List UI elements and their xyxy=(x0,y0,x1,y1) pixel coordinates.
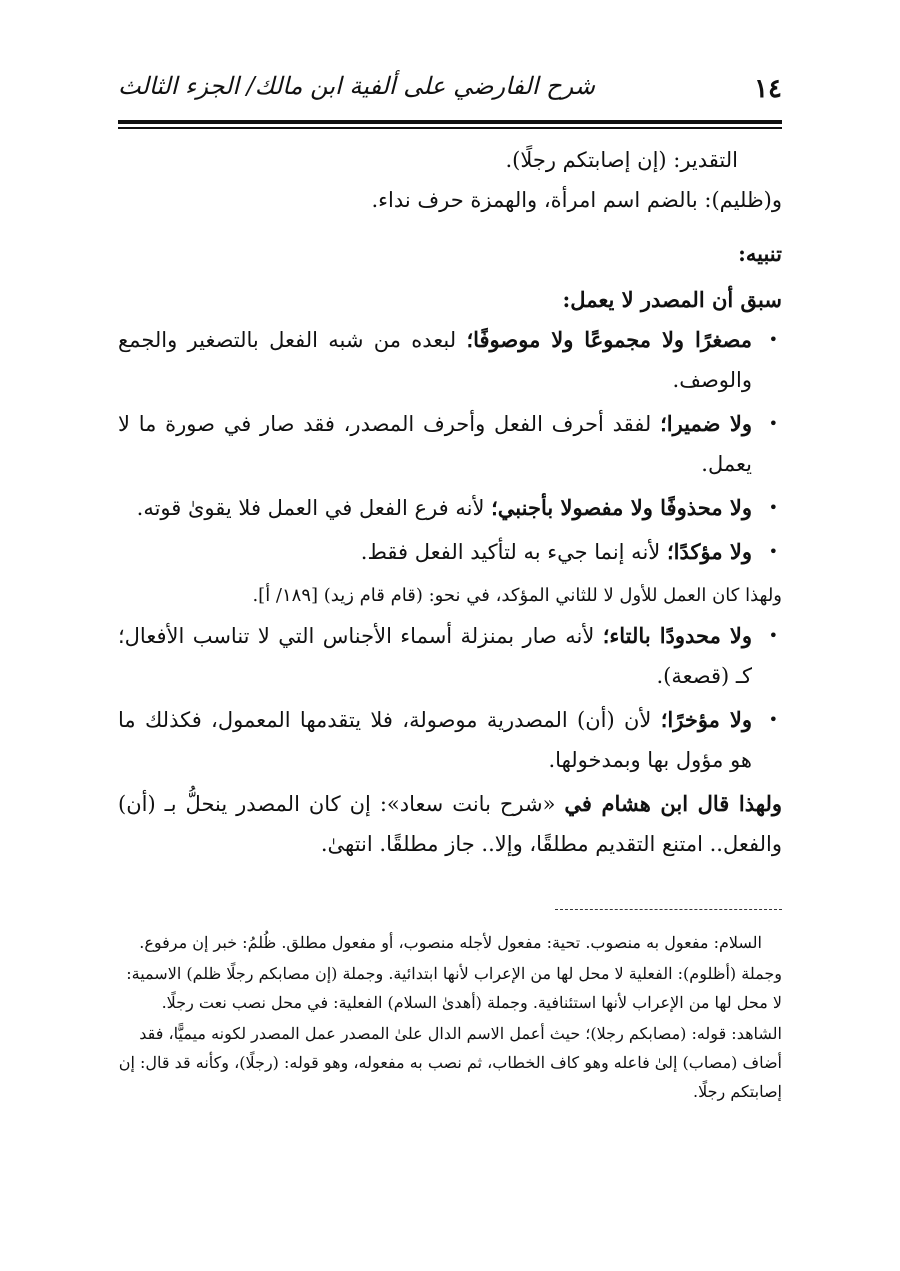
section-heading: تنبيه: xyxy=(738,241,782,266)
footnote-1: السلام: مفعول به منصوب. تحية: مفعول لأجله منصوب، أو مفعول مطلق. ظُلمُ: خبر إن مرفوع. xyxy=(139,933,762,952)
bullet-icon: • xyxy=(768,330,778,349)
footnotes xyxy=(118,928,782,1108)
running-title: شرح الفارضي على ألفية ابن مالك/ الجزء الثالث xyxy=(118,72,595,100)
closing-paragraph xyxy=(118,784,782,864)
bullet-icon: • xyxy=(768,542,778,561)
header-rule-thin xyxy=(118,127,782,129)
list-item: • ولا محدودًا بالتاء؛ لأنه صار بمنزلة أسماء الأجناس التي لا تناسب الأفعال؛ كـ (قصعة). xyxy=(118,616,782,696)
page-header xyxy=(118,68,782,116)
bullet-list-a xyxy=(118,320,782,572)
text-line-taqdir: التقدير: (إن إصابتكم رجلًا). xyxy=(505,148,738,172)
bullet-icon: • xyxy=(768,626,778,645)
bullet-icon: • xyxy=(768,710,778,729)
page-number: ١٤ xyxy=(754,74,782,104)
bullet-icon: • xyxy=(768,498,778,517)
list-item: • ولا ضميرا؛ لفقد أحرف الفعل وأحرف المصدر، فقد صار في صورة ما لا يعمل. xyxy=(118,404,782,484)
footnote-3: الشاهد: قوله: (مصابكم رجلا)؛ حيث أعمل الاسم الدال علىٰ المصدر عمل المصدر لكونه ميميًّا، فقد أضاف (مصاب) إلىٰ فاعله وهو كاف الخطاب، ثم نصب به مفعوله، وهو قوله: (رجلًا)، وكأنه قد قال: إن إصابتكم رجلًا. xyxy=(118,1024,782,1101)
list-item: • ولا مؤكدًا؛ لأنه إنما جيء به لتأكيد الفعل فقط. xyxy=(118,532,782,572)
header-rule-thick xyxy=(118,120,782,124)
list-item: • ولا مؤخرًا؛ لأن (أن) المصدرية موصولة، فلا يتقدمها المعمول، فكذلك ما هو مؤول بها وبمدخولها. xyxy=(118,700,782,780)
main-text xyxy=(118,140,782,864)
bullet-list-b xyxy=(118,616,782,780)
list-item: • ولا محذوفًا ولا مفصولا بأجنبي؛ لأنه فرع الفعل في العمل فلا يقوىٰ قوته. xyxy=(118,488,782,528)
footnote-separator xyxy=(555,909,782,910)
footnote-2: وجملة (أظلوم): الفعلية لا محل لها من الإعراب لأنها ابتدائية. وجملة (إن مصابكم رجلًا ظلم) الاسمية: لا محل لها من الإعراب لأنها استئنافية. وجملة (أهدىٰ السلام) الفعلية: في محل نصب نعت رجلًا. xyxy=(126,964,782,1012)
closing-lead: ولهذا قال ابن هشام في xyxy=(564,791,782,816)
intro-line: سبق أن المصدر لا يعمل: xyxy=(562,287,782,312)
bullet-icon: • xyxy=(768,414,778,433)
text-line-zalim: و(ظليم): بالضم اسم امرأة، والهمزة حرف نداء. xyxy=(371,188,782,212)
note-line: ولهذا كان العمل للأول لا للثاني المؤكد، في نحو: (قام قام زيد) [١٨٩/ أ]. xyxy=(252,585,782,606)
list-item: • مصغرًا ولا مجموعًا ولا موصوفًا؛ لبعده من شبه الفعل بالتصغير والجمع والوصف. xyxy=(118,320,782,400)
closing-text: «شرح بانت سعاد»: إن كان المصدر ينحلُّ بـ (أن) والفعل.. امتنع التقديم مطلقًا، وإلا.. جاز مطلقًا. انتهىٰ. xyxy=(118,792,782,856)
